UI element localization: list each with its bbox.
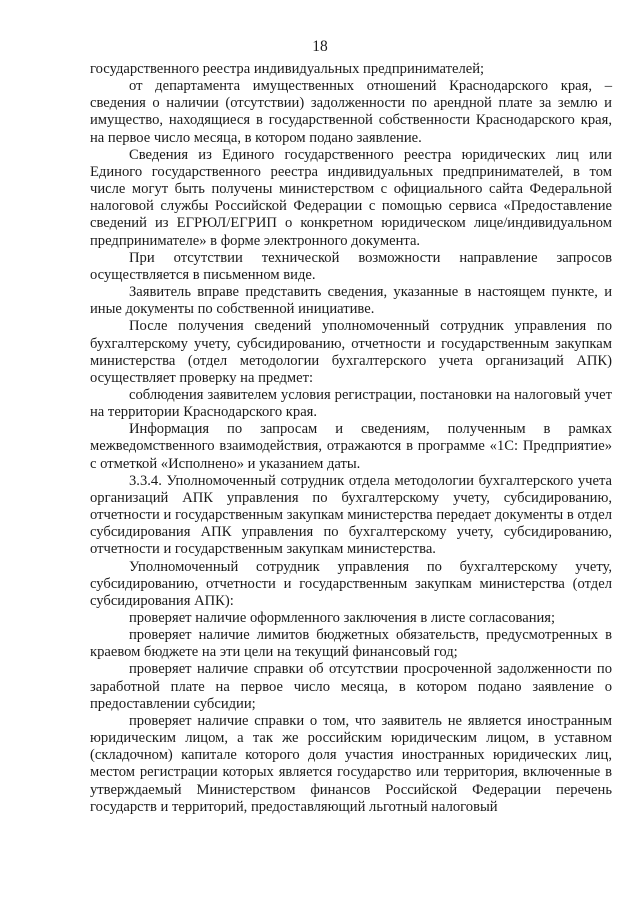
paragraph-applicant-right: Заявитель вправе представить сведения, указанные в настоящем пункте, и иные документы по собственной инициативе. — [90, 284, 612, 318]
paragraph-written-requests: При отсутствии технической возможности направление запросов осуществляется в письменном виде. — [90, 249, 612, 283]
paragraph-check-foreign-status: проверяет наличие справки о том, что заявитель не является иностранным юридическим лицом, а так же российским юридическим лицом, в уставном (складочном) капитале которого доля участия иностранных юридических лиц, местом регистрации которых является государство или территория, включенные в утверждаемый Министерством финансов Российской Федерации перечень государств и территорий, предоставляющий льготный налоговый — [90, 712, 612, 815]
paragraph-interagency-information: Информация по запросам и сведениям, полученным в рамках межведомственного взаимодействия, отражаются в программе «1С: Предприятие» с отметкой «Исполнено» и указанием даты. — [90, 421, 612, 472]
paragraph-subsidy-department: Уполномоченный сотрудник управления по бухгалтерскому учету, субсидированию, отчетности и государственным закупкам министерства (отдел субсидирования АПК): — [90, 558, 612, 609]
paragraph-verification: После получения сведений уполномоченный сотрудник управления по бухгалтерскому учету, субсидированию, отчетности и государственным закупкам министерства (отдел методологии бухгалтерского учета организаций АПК) осуществляет проверку на предмет: — [90, 318, 612, 386]
paragraph-property-department: от департамента имущественных отношений Краснодарского края, – сведения о наличии (отсутствии) задолженности по арендной плате за землю и имущество, находящиеся в государственной собственности Краснодарского края, на первое число месяца, в котором подано заявление. — [90, 78, 612, 146]
page-number: 18 — [312, 38, 328, 55]
paragraph-check-budget-limits: проверяет наличие лимитов бюджетных обязательств, предусмотренных в краевом бюджете на эти цели на текущий финансовый год; — [90, 627, 612, 661]
paragraph-continuation: государственного реестра индивидуальных предпринимателей; — [90, 61, 485, 77]
paragraph-check-conclusion: проверяет наличие оформленного заключения в листе согласования; — [129, 610, 556, 626]
paragraph-section-3-3-4: 3.3.4. Уполномоченный сотрудник отдела методологии бухгалтерского учета организаций АПК управления по бухгалтерскому учету, субсидированию, отчетности и государственным закупкам министерства передает документы в отдел субсидирования АПК управления по бухгалтерскому учету, субсидированию, отчетности и государственным закупкам министерства. — [90, 472, 612, 558]
paragraph-registration-condition: соблюдения заявителем условия регистрации, постановки на налоговый учет на территории Краснодарского края. — [90, 386, 612, 421]
document-body — [90, 61, 612, 816]
paragraph-check-wage-debt: проверяет наличие справки об отсутствии просроченной задолженности по заработной плате на первое число месяца, в котором подано заявление о предоставлении субсидии; — [90, 661, 612, 712]
paragraph-registry-information: Сведения из Единого государственного реестра юридических лиц или Единого государственного реестра индивидуальных предпринимателей, в том числе могут быть получены министерством с официального сайта Федеральной налоговой службы Российской Федерации с помощью сервиса «Предоставление сведений из ЕГРЮЛ/ЕГРИП о конкретном юридическом лице/индивидуальном предпринимателе» в форме электронного документа. — [90, 146, 612, 249]
